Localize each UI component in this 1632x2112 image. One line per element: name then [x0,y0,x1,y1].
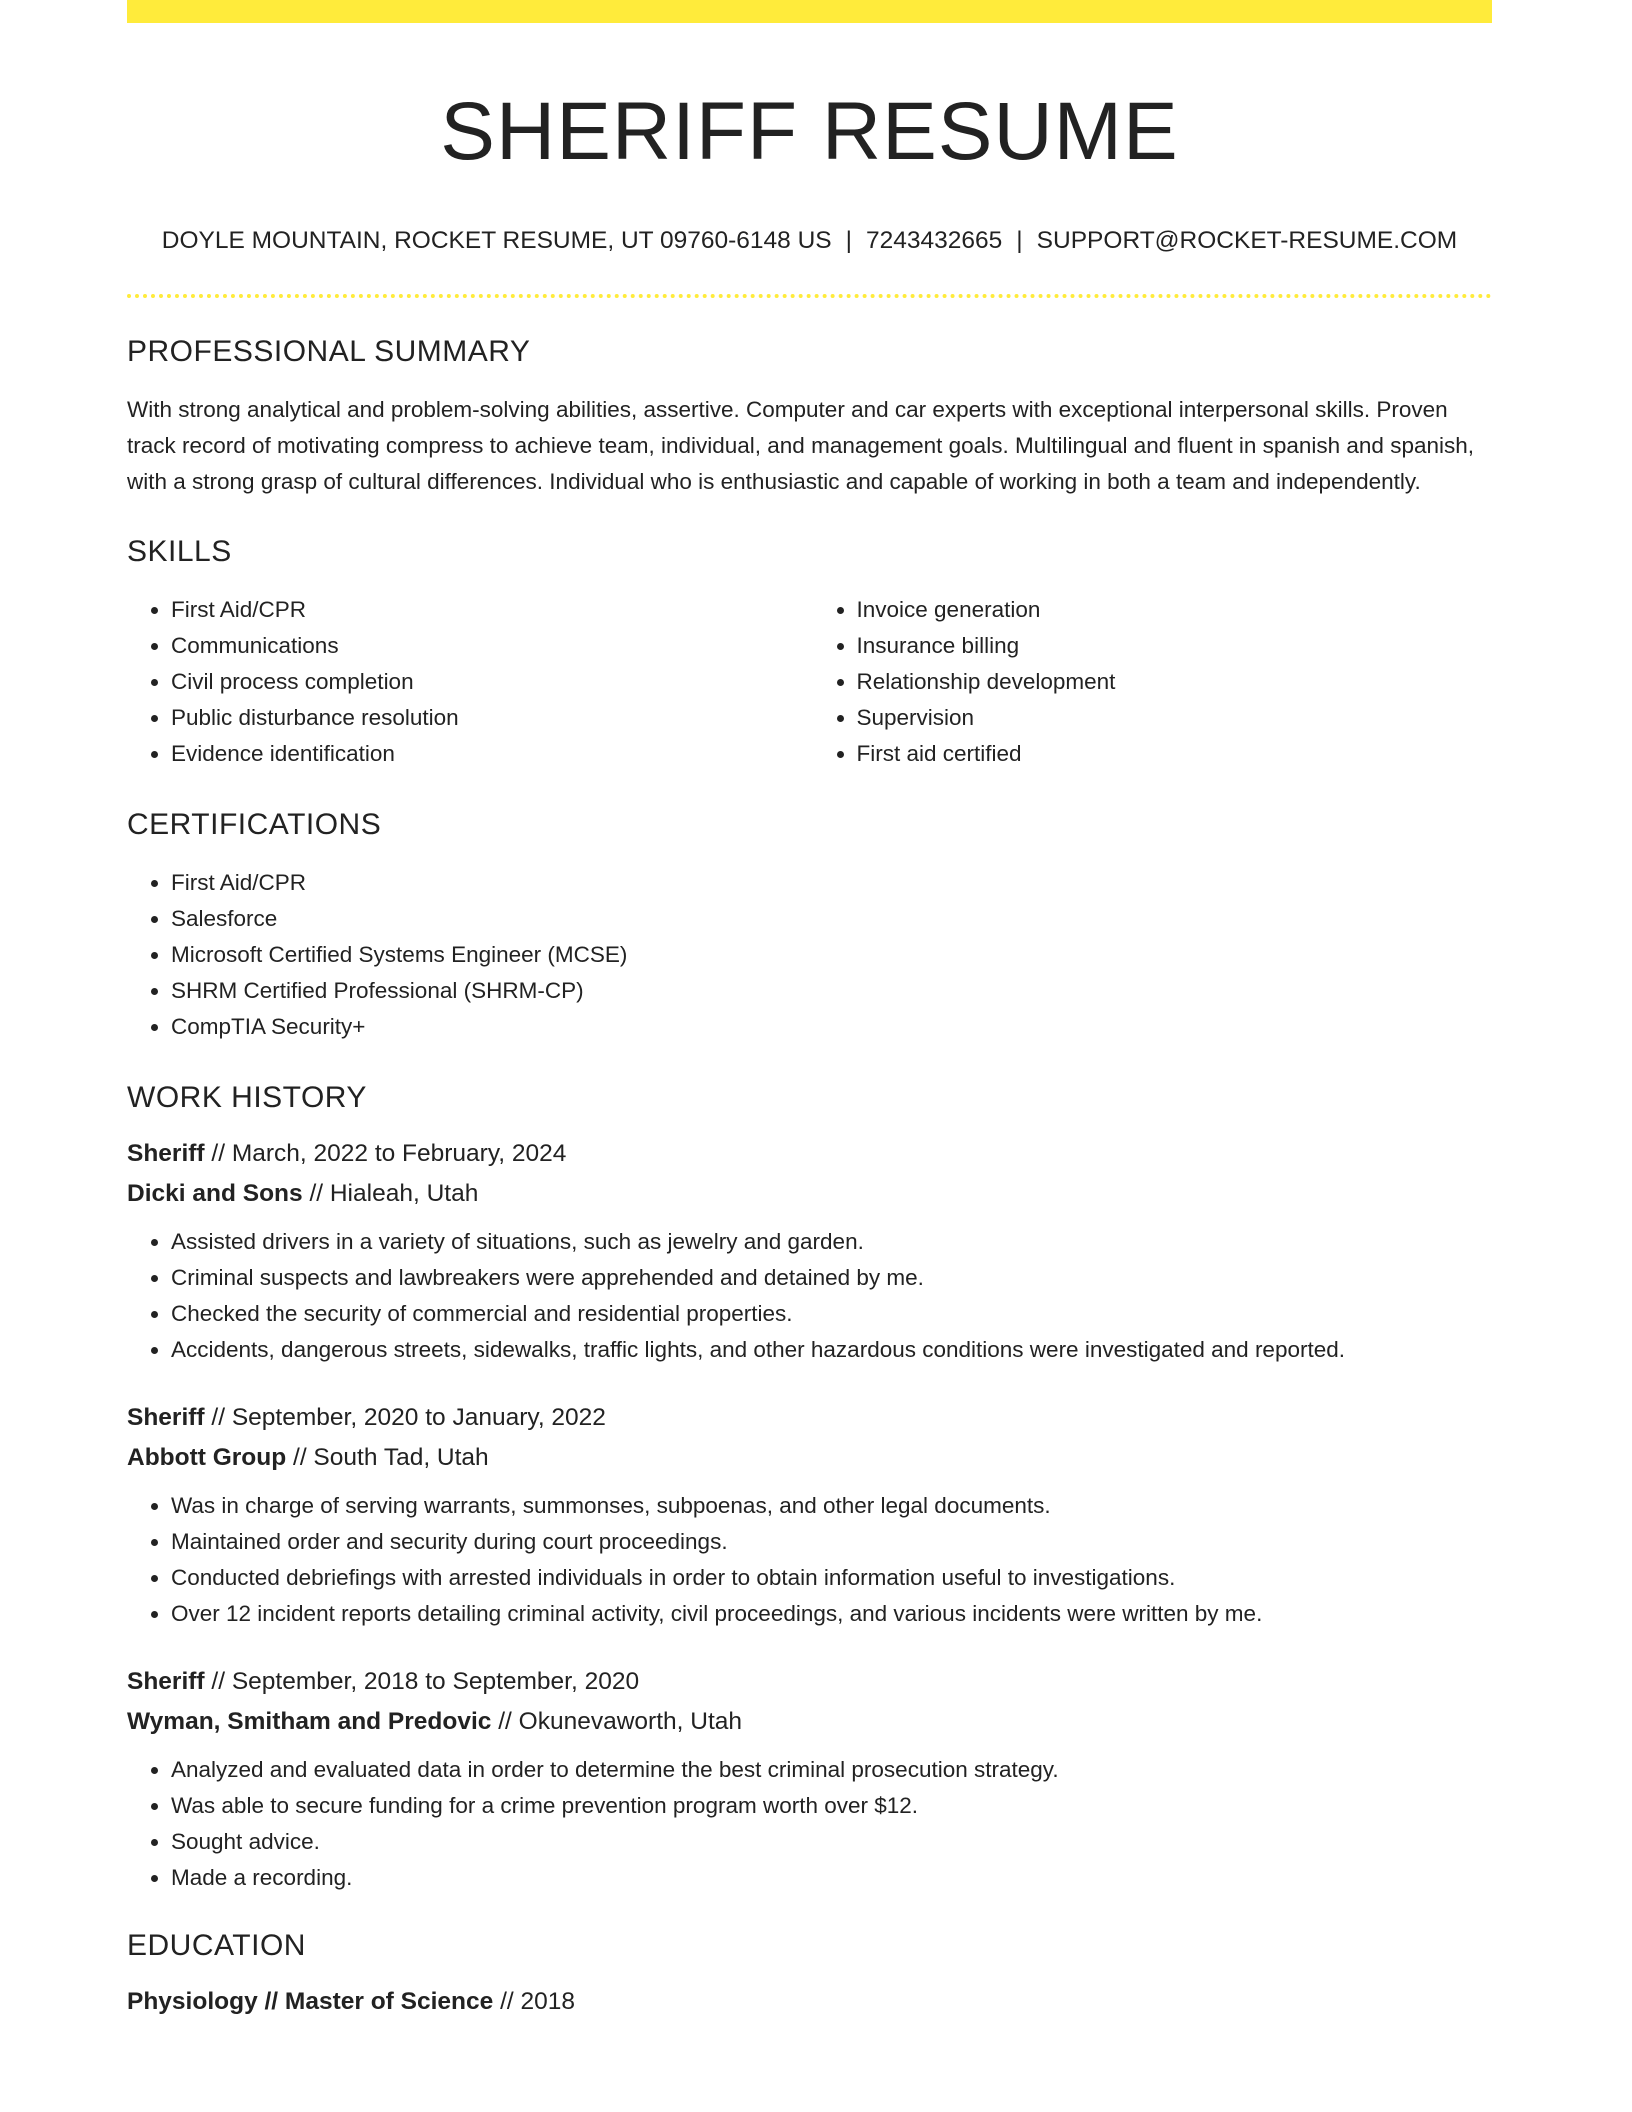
job-duty: • Was in charge of serving warrants, summonses, subpoenas, and other legal documents. [171,1488,1492,1524]
skill-item: • First aid certified [857,736,1493,772]
skill-item: • Insurance billing [857,628,1493,664]
job-duty: • Conducted debriefings with arrested individuals in order to obtain information useful to investigations. [171,1560,1492,1596]
job-dates: // September, 2020 to January, 2022 [204,1403,606,1431]
certifications-section [127,807,1492,1045]
contact-line [127,226,1492,255]
job-dates: // March, 2022 to February, 2024 [204,1139,567,1167]
skill-item: • Civil process completion [171,664,810,700]
job-duty: • Made a recording. [171,1860,1492,1896]
job-location: // Okunevaworth, Utah [491,1707,743,1735]
education-degree: Physiology // Master of Science [127,1987,494,2015]
job-dates: // September, 2018 to September, 2020 [204,1667,640,1695]
contact-separator: | [1016,227,1023,255]
skill-item: • Communications [171,628,810,664]
education-year: // 2018 [493,1987,575,2015]
job-duties-list [127,1752,1492,1896]
job-company: Abbott Group [127,1443,287,1471]
skills-list-left [127,592,810,772]
skill-item: • Public disturbance resolution [171,700,810,736]
job-title: Sheriff [127,1667,205,1695]
job-company: Dicki and Sons [127,1179,303,1207]
job-duty: • Criminal suspects and lawbreakers were apprehended and detained by me. [171,1260,1492,1296]
education-section [127,1928,1492,2022]
certification-item: • First Aid/CPR [171,865,1492,901]
section-title-summary: PROFESSIONAL SUMMARY [127,334,531,368]
job-title: Sheriff [127,1139,205,1167]
section-title-skills: SKILLS [127,534,232,568]
education-entry [127,1982,1492,2022]
job-duty: • Assisted drivers in a variety of situations, such as jewelry and garden. [171,1224,1492,1260]
job-duty: • Over 12 incident reports detailing criminal activity, civil proceedings, and various incidents were written by me. [171,1596,1492,1632]
section-title-certifications: CERTIFICATIONS [127,807,382,841]
skills-columns [127,592,1492,772]
skill-item: • First Aid/CPR [171,592,810,628]
job-duty: • Was able to secure funding for a crime prevention program worth over $12. [171,1788,1492,1824]
skill-item: • Evidence identification [171,736,810,772]
job-entry [127,1134,1492,1368]
certification-item: • CompTIA Security+ [171,1009,1492,1045]
resume-title: SHERIFF RESUME [440,86,1179,177]
section-title-work-history: WORK HISTORY [127,1080,367,1114]
contact-address: DOYLE MOUNTAIN, ROCKET RESUME, UT 09760-6148 US [161,227,832,255]
job-duty: • Maintained order and security during court proceedings. [171,1524,1492,1560]
skills-list-right [810,592,1493,772]
work-history-section [127,1080,1492,1896]
job-duty: • Analyzed and evaluated data in order to determine the best criminal prosecution strategy. [171,1752,1492,1788]
job-company-line [127,1174,1492,1214]
resume-content [127,0,1492,2022]
job-title-line [127,1662,1492,1702]
job-duties-list [127,1488,1492,1632]
job-company-line [127,1702,1492,1742]
job-duties-list [127,1224,1492,1368]
contact-separator: | [845,227,853,255]
professional-summary-section [127,334,1492,500]
job-company: Wyman, Smitham and Predovic [127,1707,492,1735]
contact-email: SUPPORT@ROCKET-RESUME.COM [1036,227,1458,255]
contact-phone: 7243432665 [866,227,1003,255]
job-title-line [127,1398,1492,1438]
job-duty: • Accidents, dangerous streets, sidewalks, traffic lights, and other hazardous conditions were investigated and reported. [171,1332,1492,1368]
skill-item: • Invoice generation [857,592,1493,628]
skill-item: • Supervision [857,700,1493,736]
job-entry [127,1398,1492,1632]
skills-section [127,534,1492,772]
job-duty: • Checked the security of commercial and residential properties. [171,1296,1492,1332]
section-title-education: EDUCATION [127,1928,306,1962]
skill-item: • Relationship development [857,664,1493,700]
certification-item: • SHRM Certified Professional (SHRM-CP) [171,973,1492,1009]
job-company-line [127,1438,1492,1478]
job-location: // Hialeah, Utah [302,1179,479,1207]
job-duty: • Sought advice. [171,1824,1492,1860]
dotted-divider [127,294,1492,298]
certification-item: • Salesforce [171,901,1492,937]
job-entry [127,1662,1492,1896]
top-accent-bar [127,0,1492,23]
job-location: // South Tad, Utah [286,1443,489,1471]
certification-item: • Microsoft Certified Systems Engineer (MCSE) [171,937,1492,973]
summary-text: With strong analytical and problem-solving abilities, assertive. Computer and car experts with exceptional interpersonal skills. Proven track record of motivating compress to achieve team, individual, and management goals. Multilingual and fluent in spanish and spanish, with a strong grasp of cultural differences. Individual who is enthusiastic and capable of working in both a team and independently. [127,396,1475,494]
job-title: Sheriff [127,1403,205,1431]
job-title-line [127,1134,1492,1174]
certifications-list [127,865,1492,1045]
